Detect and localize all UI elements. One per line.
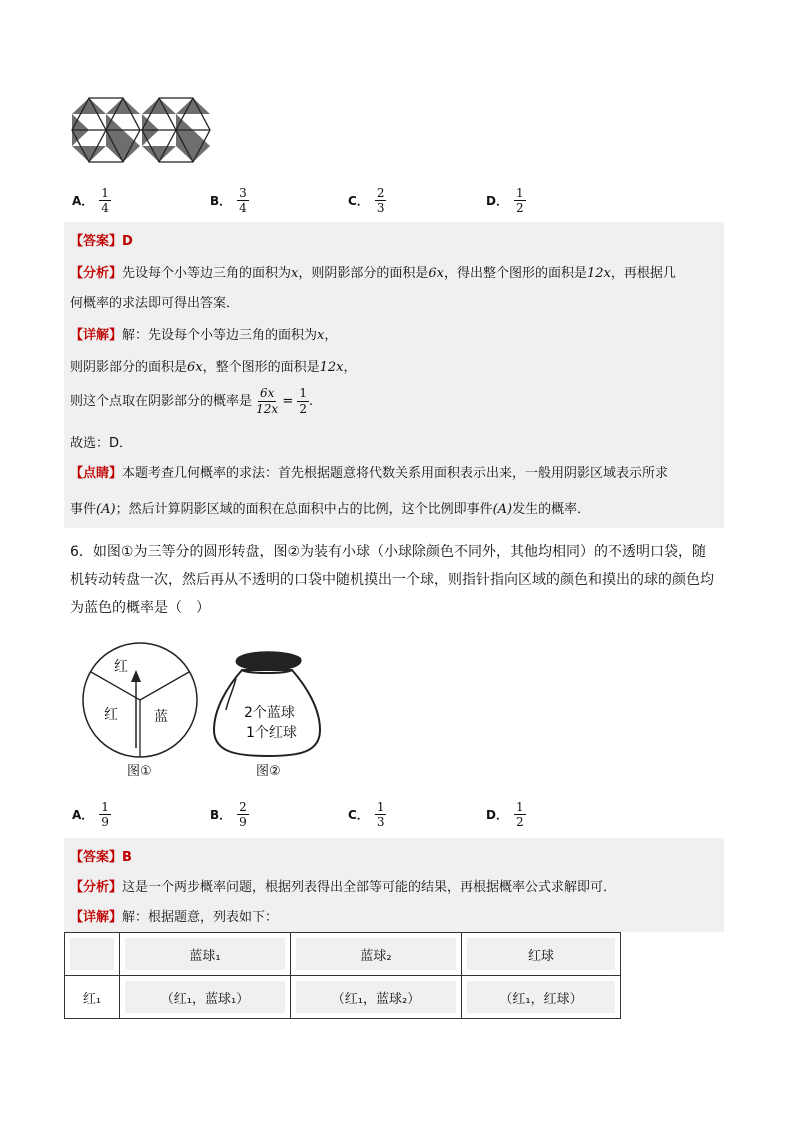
cell-text: 蓝球₂ (296, 938, 456, 970)
q5-detail-line-1 (70, 324, 337, 343)
option-letter: B． (210, 194, 232, 208)
fraction (237, 800, 249, 829)
detail-text: ， (324, 328, 338, 343)
q5-point-line-2 (70, 498, 590, 517)
denominator: 3 (376, 815, 385, 829)
denominator: 2 (515, 201, 524, 215)
detail-text: ， (343, 360, 357, 375)
table-cell (462, 933, 621, 976)
q5-option-a[interactable] (72, 186, 111, 215)
cell-text: （红₁，红球） (467, 981, 615, 1013)
detail-text: 解：根据题意，列表如下： (122, 910, 279, 925)
event-a: (A) (96, 502, 116, 517)
q5-detail-line-2 (70, 356, 357, 375)
denominator: 2 (515, 815, 524, 829)
fraction (375, 186, 387, 215)
fraction (375, 800, 387, 829)
bag-text-line-1: 2个蓝球 (244, 705, 295, 721)
shaded-triangle (142, 98, 176, 114)
table-cell (120, 933, 291, 976)
shaded-triangle (72, 98, 106, 114)
option-letter: C． (348, 808, 369, 822)
figure-1-caption: 图① (127, 764, 152, 779)
area-6x: 6x (187, 360, 203, 375)
q6-option-b[interactable] (210, 800, 249, 829)
area-12x: 12x (319, 360, 344, 375)
event-a: (A) (492, 502, 513, 517)
detail-text: 则这个点取在阴影部分的概率是 (70, 394, 253, 409)
q5-option-c[interactable] (348, 186, 386, 215)
q5-option-d[interactable] (486, 186, 526, 215)
numerator: 3 (239, 186, 247, 200)
point-text: 本题考查几何概率的求法：首先根据题意将代数关系用面积表示出来，一般用阴影区域表示所求 (122, 466, 669, 481)
table-cell (65, 933, 120, 976)
fraction (99, 800, 111, 829)
analysis-text: 先设每个小等边三角的面积为 (122, 266, 292, 281)
shaded-triangle (176, 98, 210, 114)
point-tag: 【点睛】 (70, 466, 123, 481)
cell-text: 红球 (467, 938, 615, 970)
option-letter: D． (486, 194, 508, 208)
fraction (514, 800, 526, 829)
cell-text (70, 938, 114, 970)
numerator: 1 (376, 800, 385, 814)
option-letter: A． (72, 194, 94, 208)
result-fraction (297, 386, 309, 417)
detail-tag: 【详解】 (70, 910, 123, 925)
cell-text: （红₁，蓝球₂） (296, 981, 456, 1013)
table-header-row (65, 933, 621, 976)
q5-detail-line-3 (70, 386, 313, 417)
q5-analysis-line-2: 何概率的求法即可得出答案． (70, 296, 240, 311)
detail-tag: 【详解】 (70, 328, 123, 343)
analysis-text: ，则阴影部分的面积是 (298, 266, 429, 281)
bag-opening (236, 652, 301, 670)
table-cell (291, 976, 462, 1019)
var-x: x (317, 328, 325, 343)
q6-option-a[interactable] (72, 800, 111, 829)
probability-fraction (256, 386, 278, 417)
option-letter: D． (486, 808, 508, 822)
numerator: 1 (515, 186, 524, 200)
area-12x: 12x (587, 266, 611, 281)
denominator: 9 (239, 815, 247, 829)
figure-2-caption: 图② (256, 764, 281, 779)
cell-text: （红₁，蓝球₁） (125, 981, 285, 1013)
denominator: 4 (239, 201, 247, 215)
answer-tag: 【答案】 (70, 850, 123, 865)
answer-tag: 【答案】 (70, 234, 123, 249)
shaded-triangle (142, 146, 176, 162)
period: . (309, 394, 314, 409)
q6-answer-line (70, 846, 132, 865)
numerator: 2 (239, 800, 247, 814)
area-6x: 6x (428, 266, 444, 281)
option-letter: A． (72, 808, 94, 822)
numerator: 1 (101, 800, 109, 814)
numerator: 6x (259, 386, 275, 400)
table-cell (291, 933, 462, 976)
answer-value: B (122, 850, 132, 865)
fraction (514, 186, 526, 215)
table-cell: 红₁ (65, 976, 120, 1019)
spinner-label-right: 蓝 (154, 709, 168, 725)
fraction (99, 186, 111, 215)
numerator: 1 (299, 386, 308, 400)
spinner-figure (76, 640, 206, 780)
spinner-label-left: 红 (104, 707, 118, 723)
q6-stem (70, 538, 730, 622)
q6-option-c[interactable] (348, 800, 386, 829)
table-cell (120, 976, 291, 1019)
q6-detail-line (70, 906, 278, 925)
table-row (65, 976, 621, 1019)
option-letter: B． (210, 808, 232, 822)
answer-value: D (122, 234, 133, 249)
shaded-triangle (176, 146, 210, 162)
q6-analysis-line (70, 876, 616, 895)
q5-point-line-1 (70, 462, 668, 481)
numerator: 1 (515, 800, 524, 814)
triangle-grid-figure (70, 96, 214, 164)
point-text: 事件 (70, 502, 97, 517)
analysis-tag: 【分析】 (70, 266, 123, 281)
denominator: 9 (101, 815, 109, 829)
q6-stem-line: 机转动转盘一次，然后再从不透明的口袋中随机摸出一个球，则指针指向区域的颜色和摸出的球的颜色均 (70, 572, 714, 588)
q6-stem-line: 为蓝色的概率是（ ） (70, 600, 210, 616)
outcome-table (64, 932, 621, 1019)
denominator: 12x (256, 402, 279, 416)
q5-answer-line (70, 230, 133, 249)
point-text: ；然后计算阴影区域的面积在总面积中占的比例，这个比例即事件 (115, 502, 493, 517)
fraction (237, 186, 249, 215)
shaded-triangle (72, 146, 106, 162)
q6-stem-line: 6．如图①为三等分的圆形转盘，图②为装有小球（小球除颜色不同外，其他均相同）的不透明口袋，随 (70, 544, 707, 560)
spinner-label-top: 红 (114, 659, 128, 675)
cell-text: 蓝球₁ (125, 938, 285, 970)
bag-text-line-2: 1个红球 (246, 725, 297, 741)
shaded-triangle (106, 146, 140, 162)
numerator: 2 (376, 186, 385, 200)
analysis-text: ，再根据几 (610, 266, 676, 281)
denominator: 2 (299, 402, 308, 416)
q5-analysis-line-1 (70, 262, 676, 281)
option-letter: C． (348, 194, 369, 208)
analysis-text: 这是一个两步概率问题，根据列表得出全部等可能的结果，再根据概率公式求解即可． (122, 880, 617, 895)
detail-text: 解：先设每个小等边三角的面积为 (122, 328, 318, 343)
denominator: 4 (101, 201, 109, 215)
point-text: 发生的概率． (512, 502, 591, 517)
q5-option-b[interactable] (210, 186, 249, 215)
detail-text: ，整个图形的面积是 (202, 360, 320, 375)
equals-sign: = (282, 394, 294, 409)
q6-option-d[interactable] (486, 800, 526, 829)
numerator: 1 (101, 186, 109, 200)
analysis-tag: 【分析】 (70, 880, 123, 895)
table-cell (462, 976, 621, 1019)
var-x: x (291, 266, 299, 281)
analysis-text: ，得出整个图形的面积是 (444, 266, 588, 281)
shaded-triangle (106, 98, 140, 114)
denominator: 3 (376, 201, 385, 215)
q5-choice-line: 故选：D． (70, 436, 133, 451)
detail-text: 则阴影部分的面积是 (70, 360, 188, 375)
